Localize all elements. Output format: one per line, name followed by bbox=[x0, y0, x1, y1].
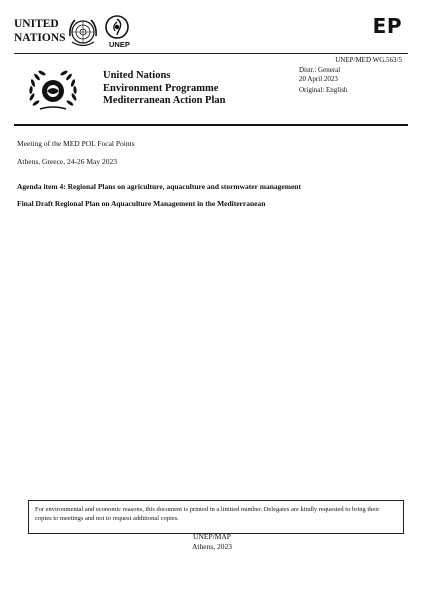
unep-label: UNEP bbox=[109, 40, 130, 49]
organization-line2: Environment Programme bbox=[103, 82, 219, 94]
header-bottom-rule bbox=[14, 124, 408, 126]
document-title: Final Draft Regional Plan on Aquaculture Management in the Mediterranean bbox=[17, 199, 266, 208]
footer bbox=[0, 532, 424, 551]
distribution-type: Distr.: General bbox=[299, 66, 341, 74]
distribution-block bbox=[299, 66, 347, 95]
footer-place-year: Athens, 2023 bbox=[192, 541, 232, 551]
header-divider bbox=[14, 53, 408, 54]
printing-notice: For environmental and economic reasons, this document is printed in a limited number. Delegates are kindly requested to bring their copies to meetings and not to request additional copies. bbox=[28, 500, 404, 534]
map-laurel-icon bbox=[22, 65, 84, 118]
document-symbol: UNEP/MED WG.563/5 bbox=[335, 56, 402, 64]
organization-name bbox=[103, 70, 225, 108]
organization-line3: Mediterranean Action Plan bbox=[103, 95, 226, 106]
original-language: Original: English bbox=[299, 86, 348, 94]
meeting-venue: Athens, Greece, 24-26 May 2023 bbox=[17, 157, 117, 166]
agenda-item: Agenda item 4: Regional Plans on agriculture, aquaculture and stormwater management bbox=[17, 182, 301, 191]
un-name bbox=[14, 17, 66, 45]
distribution-date: 20 April 2023 bbox=[299, 74, 338, 83]
un-name-line1: UNITED bbox=[14, 18, 59, 30]
organization-line1: United Nations bbox=[103, 70, 171, 81]
footer-publisher: UNEP/MAP bbox=[193, 532, 231, 541]
un-emblem-icon bbox=[66, 16, 100, 55]
un-name-line2: NATIONS bbox=[14, 32, 66, 44]
document-code: EP bbox=[372, 14, 402, 38]
meeting-name: Meeting of the MED POL Focal Points bbox=[17, 139, 135, 148]
